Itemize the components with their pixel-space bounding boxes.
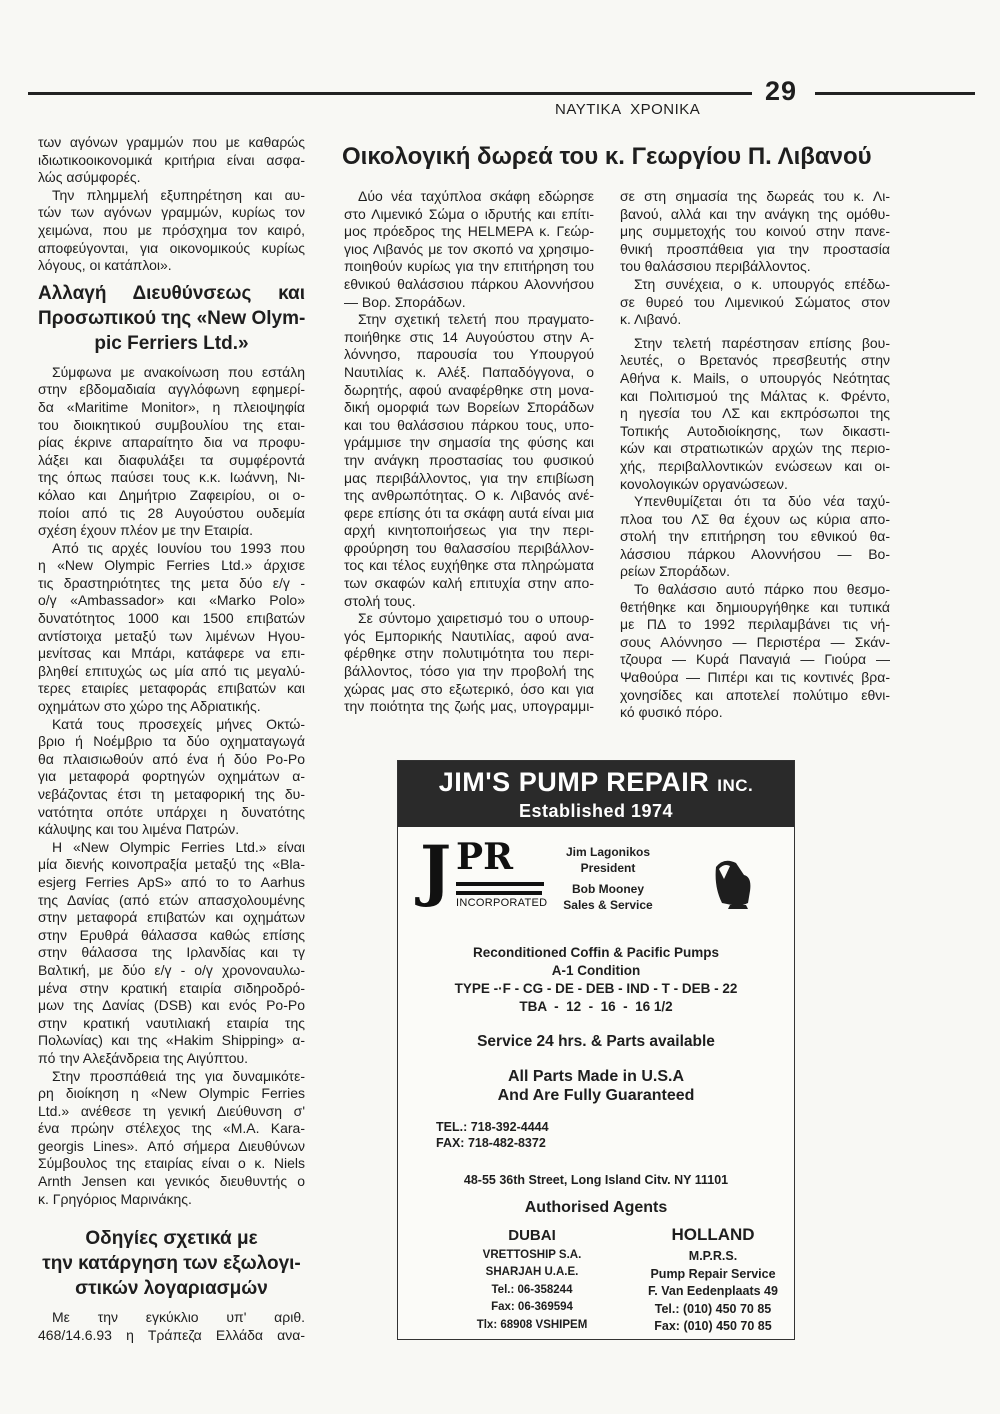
text-line: Ltd.» ανέθεσε τη γενική Διεύθυνση σ' [38,1102,305,1119]
paragraph [38,839,305,1068]
header-rule-left [28,92,752,95]
agent-detail: Tlx: 68908 VSHIPEM [476,1318,588,1331]
paragraph [620,581,890,722]
article-column-1 [344,188,594,716]
text-line: θνική προσπάθεια για την προστασία [620,240,890,257]
text-line: αντίστοιχα μεταξύ των λιμένων Ηγου- [38,627,305,644]
text-line: μένα στην κρατική εταιρία σιδηροδρό- [38,979,305,996]
text-line: Πολωνίας) και της «Hakim Shipping» α- [38,1032,305,1049]
heading-line: Προσωπικού της «New Olym- [38,307,306,329]
text-line: δωρητής, αφού αναφέρθηκε στη μονα- [344,381,594,398]
text-line: ποίοι από τις 28 Αυγούστου ουδεμία [38,504,305,521]
text-line: λευτές, ο Βρετανός πρεσβευτής στην [620,352,890,369]
text-line: ρίας έκρινε απαραίτητο δια να προφυ- [38,434,305,451]
text-line: georgis Lines». Από σήμερα Διευθύνων [38,1137,305,1154]
text-line: στην Ερυθρά θάλασσα καθώς επίσης [38,926,305,943]
text-line: δική ομορφιά των Βορείων Σποράδων [344,399,594,416]
heading-line: pic Ferriers Ltd.» [94,332,249,354]
text-line: φερε επίσης ότι τα σκάφη αυτά είναι μια [344,504,594,521]
text-line: κάλυψης και του λιμένα Πατρών. [38,821,240,838]
article-title: Οικολογική δωρεά του κ. Γεωργίου Π. Λιβανού [342,143,872,170]
logo-letter-j: J [420,831,452,909]
text-line: τερες εταιρίες μεταφοράς επιβατών και [38,680,305,697]
text-line: βάλλοντος, τόσο για την προβολή της [344,663,594,680]
agent-detail: Fax: 06-369594 [491,1301,573,1314]
jpr-logo [420,831,548,919]
logo-incorporated: INCORPORATED [456,897,548,909]
text-line: της ανθρωπότητας. Ο κ. Λιβανός ανέ- [344,487,594,504]
text-line: φρούρηση του θαλασσίου περιβάλλον- [344,539,594,556]
text-line: κόλαο και Δημήτριο Ζαφειρίου, οι ο- [38,486,305,503]
text-line: νατότητα οπότε υπάρχει η δυνατότης [38,803,305,820]
text-line: χής, περιβαλλοντικών ενώσεων και οι- [620,457,890,474]
header-rule-right [815,92,975,95]
text-line: Arnth Jensen και γενικός διευθυντής ο [38,1173,305,1190]
paragraph [344,311,594,610]
text-line: Στην σχετική τελετή που πραγματο- [358,311,594,328]
agent-region: DUBAI [508,1227,556,1244]
text-line: τών των αγόνων γραμμών, κυρίως τον [38,204,305,221]
agent-detail: Tel.: (010) 450 70 85 [654,1301,772,1316]
text-line: λόννησο, παρουσία του Υπουργού [344,346,594,363]
agent-detail: SHARJAH U.A.E. [485,1266,579,1279]
contact-2-name: Bob Mooney [572,882,644,896]
section-heading [38,1226,305,1301]
text-line: και Πολιτισμού της Μάλτας κ. Φρέντο, [620,387,890,404]
text-line: θα πλαισιωθούν από ένα ή δύο Ρο-Ρο [38,750,305,767]
text-line: γιος Λιβανός με τον σκοπό να χρησιμο- [344,240,594,257]
text-line: μία διενής κοινοπραξία μεταξύ της «Bla- [38,856,305,873]
text-line: στολή την επιτήρηση του εθνικού θα- [620,528,890,545]
text-line: Στην τελετή παρέστησαν επίσης βου- [634,334,890,351]
text-line: λάσσιου πάρκου Αλοννήσου — Βο- [620,545,890,562]
text-line: — Βορ. Σποράδων. [344,293,466,310]
text-line: κονολογικών οργανώσεων. [620,475,788,492]
heading-line: στικών λογαριασμών [75,1278,268,1300]
text-line: η «New Olympic Ferries Ltd.» άρχισε [38,557,305,574]
text-line: λάξει και διαφυλάξει τα συμφέροντά [38,451,305,468]
text-line: 468/14.6.93 η Τράπεζα Ελλάδα ανα- [38,1326,305,1343]
ship-icon [710,857,756,912]
text-line: και του θαλάσσιου πάρκου τους, υπο- [344,416,594,433]
logo-line [456,882,544,886]
text-line: μενίτσας και Μπάρι, κατάφερε να επι- [38,645,305,662]
text-line: σους Αλόννησο — Περιστέρα — Σκάν- [620,633,890,650]
text-line: χονησίδες και αποτελεί πολύτιμο εθνι- [620,686,890,703]
paragraph [38,134,305,187]
text-line: ο/γ «Ambassador» και «Marko Polo» [38,592,305,609]
agent-detail: VRETTOSHIP S.A. [482,1249,582,1261]
text-line: των σκαφών καλή επιτυχία στην απο- [344,575,594,592]
agent-detail: Fax: (010) 450 70 85 [654,1319,772,1334]
text-line: Βαλτική, με δύο ε/γ - ο/γ χρονοναυλω- [38,961,305,978]
text-line: στολή τους. [344,592,416,609]
text-line: την ανάγκη προστασίας του φυσικού [344,451,594,468]
text-line: σχέση έχουν πλέον με την Εταιρία. [38,522,254,539]
text-line: μος πρόεδρος της HELMEPA κ. Γεώρ- [344,223,594,240]
text-line: Από τις αρχές Ιουνίου του 1993 που [52,539,305,556]
text-line: λώς ασύμφορές. [38,169,141,186]
text-line: την ποιότητα της ζωής μας, υπογραμμι- [344,698,594,715]
text-line: κό φυσικό πόρο. [620,704,723,721]
agent-region: HOLLAND [671,1225,755,1244]
ad-company-name: JIM'S PUMP REPAIR [438,767,710,797]
product-line: TBA - 12 - 16 - 16 1/2 [519,999,673,1014]
guarantee-line: And Are Fully Guaranteed [497,1087,695,1104]
text-line: Στην προσπάθειά της για δυναμικότε- [52,1067,305,1084]
text-line: θετήθηκε και δημιουργήθηκε και τυπικά [620,598,890,615]
ad-established: Established 1974 [518,801,674,821]
product-line: Reconditioned Coffin & Pacific Pumps [472,945,720,960]
contact-2-role: Sales & Service [563,898,653,912]
text-line: ποιήθηκε στις 14 Αυγούστου στην Α- [344,328,594,345]
ad-company-suffix: INC. [717,776,754,795]
ad-telephone: TEL.: 718-392-4444 [436,1120,549,1134]
text-line: γράμμισε την σημασία της φύσης και [344,434,594,451]
text-line: βληθεί επιτυχώς ως μία από τις μεγαλύ- [38,662,305,679]
agent-holland [638,1225,788,1336]
text-line: Δύο νέα ταχύπλοα σκάφη εδώρησε [358,188,594,204]
paragraph [344,188,594,311]
advertisement [397,760,795,1340]
text-line: Με την εγκύκλιο υπ' αριθ. [52,1309,305,1326]
text-line: Αθήνα κ. Mails, ο υπουργός Νεότητας [620,369,890,386]
text-line: στην κρατική ναυτιλιακή εταιρία της [38,1014,305,1031]
publication-name: ΝΑΥΤΙΚΑ ΧΡΟΝΙΚΑ [555,101,701,118]
text-line: του διοικητικού συμβουλίου της εται- [38,416,305,433]
text-line: Σε σύντομο χαιρετισμό του ο υπουρ- [358,610,594,627]
ad-header-banner [398,761,794,827]
agent-detail: M.P.R.S. [688,1249,738,1263]
text-line: Στη συνέχεια, ο κ. υπουργός επέδω- [634,275,890,292]
text-line: Ναυτιλίας κ. Αλέξ. Παπαδόγγονα, ο [344,363,594,380]
contact-1-name: Jim Lagonikos [565,845,651,859]
text-line: Την πλημμελή εξυπηρέτηση και αυ- [52,186,305,203]
text-line: αρχή κινητοποιήσεως για την περι- [344,522,594,539]
text-line: Υπενθυμίζεται ότι τα δύο νέα ταχύ- [634,493,890,510]
text-line: τος και τέλος ευχήθηκε στα πληρώματα [344,557,594,574]
text-line: για μεταφορά φορτηγών οχημάτων α- [38,768,305,785]
text-line: σε στη σημασία της δωρεάς του κ. Λι- [620,188,890,204]
product-line: A-1 Condition [551,963,641,978]
text-line: ρη διοίκηση η «New Olympic Ferries [38,1085,305,1102]
text-line: των αγόνων γραμμών που με καθαρώς [38,134,305,150]
ad-title [398,767,794,798]
text-line: τζουρα — Κυρά Παναγιά — Γιούρα — [620,651,890,668]
paragraph [38,364,305,540]
text-line: στο Λιμενικό Σώμα ο ιδρυτής και επίτι- [344,205,594,222]
text-line: στην θάλασσα της Ιρλανδίας και τγ [38,944,305,961]
text-line: κ. Γρηγόριος Μαρινάκης. [38,1190,192,1207]
heading-line: Οδηγίες σχετικά με [85,1228,258,1250]
paragraph [38,540,305,716]
text-line: μης συμμετοχής του κοινού στην πανε- [620,223,890,240]
text-line: πλοα του ΛΣ θα έχουν ως κύρια απο- [620,510,890,527]
text-line: λόγους, οι κατάπλοι». [38,257,172,274]
heading-line: Αλλαγή Διευθύνσεως και [38,282,305,304]
guarantee-line: All Parts Made in U.S.A [507,1068,685,1085]
text-line: σε θυρεό του Λιμενικού Σώματος στον [620,293,890,310]
text-line: ένα πρώην στέλεχος της «M.A. Kara- [38,1120,305,1137]
paragraph [620,188,890,276]
paragraph [620,493,890,581]
text-line: Το θαλάσσιο αυτό πάρκο που θεσμο- [634,581,890,598]
text-line: οχημάτων στο χώρο της Αδριατικής. [38,698,261,715]
page-number: 29 [765,76,798,106]
text-line: βανού, αλλά και την ανάγκη της ομόθυ- [620,205,890,222]
text-line: δυνατότητος 1000 και 1500 επιβατών [38,610,305,627]
agents-title: Authorised Agents [524,1199,668,1216]
article-column-2 [620,188,890,722]
text-line: της όπως παύσει τους κ.κ. Ιωάννη, Νι- [38,469,305,486]
text-line: στην εβδομαδιαία αγγλόφωνη εφημερί- [38,381,305,398]
text-line: στην μεταφορά επιβατών και οχημάτων [38,909,305,926]
text-line: χειμώνα, που με πρόσχημα τον καιρό, [38,221,305,238]
text-line: με ΠΔ το 1992 περιλαμβάνει τις νή- [620,616,890,633]
text-line: μων της Δανίας (DSB) και ενός Ρο-Ρο [38,997,305,1014]
text-line: μας περιβάλλοντος, για την επιβίωση [344,469,594,486]
text-line: Σύμβουλος της εταιρίας είναι ο κ. Niels [38,1155,305,1172]
text-line: ιδιωτικοοικονομικά κριτήρια είναι ασφα- [38,151,305,168]
paragraph [38,187,305,275]
text-line: κ. Λιβανό. [620,311,682,328]
paragraph [38,1068,305,1209]
text-line: γός Εμπορικής Ναυτιλίας, αφού ανα- [344,627,594,644]
text-line: χώρας μας στο εξωτερικό, όσο και για [344,680,594,697]
agent-detail: F. Van Eedenplaats 49 [648,1284,778,1299]
text-line: του θαλάσσιου περιβάλλοντος. [620,258,811,275]
text-line: ρείων Σποράδων. [620,563,731,580]
paragraph [620,276,890,329]
text-line: πό την Αλεξάνδρεια της Αιγύπτου. [38,1049,249,1066]
agent-dubai [458,1227,606,1334]
text-line: Τοπικής Αυτοδιοίκησης, των δικαστι- [620,422,890,439]
text-line: esjerg Ferries ApS» από το το Aarhus [38,873,305,890]
section-heading [38,281,305,356]
agent-detail: Tel.: 06-358244 [491,1283,573,1296]
text-line: της Δανίας (από ετών απασχολουμένης [38,891,305,908]
paragraph [620,335,890,493]
agent-detail: Pump Repair Service [650,1266,776,1281]
logo-line [456,891,542,895]
text-line: εθνικού θαλάσσιου πάρκου Αλοννήσου [344,275,594,292]
paragraph [344,610,594,716]
text-line: αποφεύγονται, για οικονομικούς κυρίως [38,239,305,256]
text-line: φέρθηκε στην πολυτιμότητα του περι- [344,645,594,662]
service-line: Service 24 hrs. & Parts available [477,1033,715,1050]
heading-line: την κατάργηση των εξωλογι- [42,1253,301,1275]
ad-address: 48-55 36th Street, Long Island Citv. NY 11101 [463,1173,729,1187]
text-line: Σύμφωνα με ανακοίνωση που εστάλη [52,363,305,380]
text-line: Κατά τους προσεχείς μήνες Οκτώ- [52,715,305,732]
text-line: τις δραστηριότητες της μετα δύο ε/γ - [38,574,305,591]
contact-1-role: President [580,861,636,875]
logo-letters-pr: PR [456,836,513,878]
product-line: TYPE -·F - CG - DE - DEB - IND - T - DEB - 22 [454,981,738,996]
text-line: κών και στρατιωτικών αρχών της περιο- [620,440,890,457]
left-column [38,134,305,1344]
text-line: βριο ή Νοέμβριο τα δύο οχηματαγωγά [38,733,305,750]
text-line: δα «Maritime Monitor», η πλειοψηφία [38,398,305,415]
paragraph [38,1309,305,1344]
text-line: Ψαθούρα — Πιπέρι και τις κοντινές βρα- [620,669,890,686]
text-line: ποιηθούν κυρίως για την επιτήρηση του [344,258,594,275]
text-line: η ηγεσία του ΛΣ και εκπρόσωποι της [620,405,890,422]
ad-fax: FAX: 718-482-8372 [436,1136,546,1150]
paragraph [38,716,305,839]
text-line: νεβάζοντας έτσι τη μεταφορική της δυ- [38,786,305,802]
text-line: Η «New Olympic Ferries Ltd.» είναι [52,838,305,855]
